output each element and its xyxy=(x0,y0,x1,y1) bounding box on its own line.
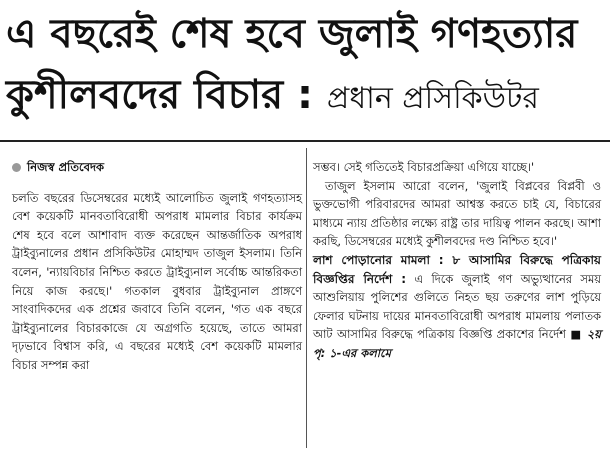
article-paragraph-with-subhead xyxy=(313,251,601,363)
article-paragraph: চলতি বছরের ডিসেম্বরের মধ্যেই আলোচিত জুলাই গণহত্যাসহ বেশ কয়েকটি মানবতাবিরোধী অপরাধ মামলার বিচার কার্যক্রম শেষ হবে বলে আশাবাদ ব্যক্ত করেছেন আন্তর্জাতিক অপরাধ ট্রাইব্যুনালের প্রধান প্রসিকিউটর মোহাম্মদ তাজুল ইসলাম। তিনি বলেন, 'ন্যায়বিচার নিশ্চিত করতে ট্রাইব্যুনাল সর্বোচ্চ আন্তরিকতা নিয়ে কাজ করছে।' গতকাল বুধবার ট্রাইব্যুনাল প্রাঙ্গণে সাংবাদিকদের এক প্রশ্নের জবাবে তিনি বলেন, 'গত এক বছরে ট্রাইব্যুনালের বিচারকাজে যে অগ্রগতি হয়েছে, তাতে আমরা দৃঢ়ভাবে বিশ্বাস করি, এ বছরের মধ্যেই বেশ কয়েকটি মামলার বিচার সম্পন্ন করা xyxy=(12,190,302,372)
byline-text: নিজস্ব প্রতিবেদক xyxy=(27,160,105,174)
section-subhead: লাশ পোড়ানোর মামলা : ৮ আসামির বিরুদ্ধে পত্রিকায় বিজ্ঞপ্তির নির্দেশ : xyxy=(313,252,601,286)
left-column xyxy=(12,158,302,375)
article-paragraph: সম্ভব। সেই গতিতেই বিচারপ্রক্রিয়া এগিয়ে যাচ্ছে।' xyxy=(313,160,535,174)
headline-line-1: এ বছরেই শেষ হবে জুলাই গণহত্যার xyxy=(6,11,578,57)
section-text: এ দিকে জুলাই গণ অভ্যুত্থানের সময় আশুলিয়ায় পুলিশের গুলিতে নিহত ছয় তরুণের লাশ পুড়িয়ে ফেলার ঘটনায় দায়ের মানবতাবিরোধী অপরাধ মামলায় পলাতক আট আসামির বিরুদ্ধে পত্রিকায় বিজ্ঞপ্তি প্রকাশের নির্দেশ xyxy=(313,271,601,342)
article-paragraph: তাজুল ইসলাম আরো বলেন, 'জুলাই বিপ্লবের বিপ্লবী ও ভুক্তভোগী পরিবারদের আমরা আশ্বস্ত করতে চাই যে, বিচারের মাধ্যমে ন্যায় প্রতিষ্ঠার লক্ষ্যে রাষ্ট্র তার দায়িত্ব পালন করছে। আশা করছি, ডিসেম্বরের মধ্যেই কুশীলবদের দণ্ড নিশ্চিত হবে।' xyxy=(313,178,601,249)
right-column xyxy=(313,158,601,363)
headline-rule xyxy=(0,140,610,142)
byline xyxy=(12,158,302,177)
bullet-icon xyxy=(12,163,21,172)
headline-main: কুশীলবদের বিচার : xyxy=(6,72,327,118)
column-divider xyxy=(306,148,307,448)
headline-subtitle: প্রধান প্রসিকিউটর xyxy=(326,81,539,116)
continuation-note: ■ ২য় পৃ: ১-এর কলামে xyxy=(313,327,601,360)
headline-line-2 xyxy=(6,72,604,118)
